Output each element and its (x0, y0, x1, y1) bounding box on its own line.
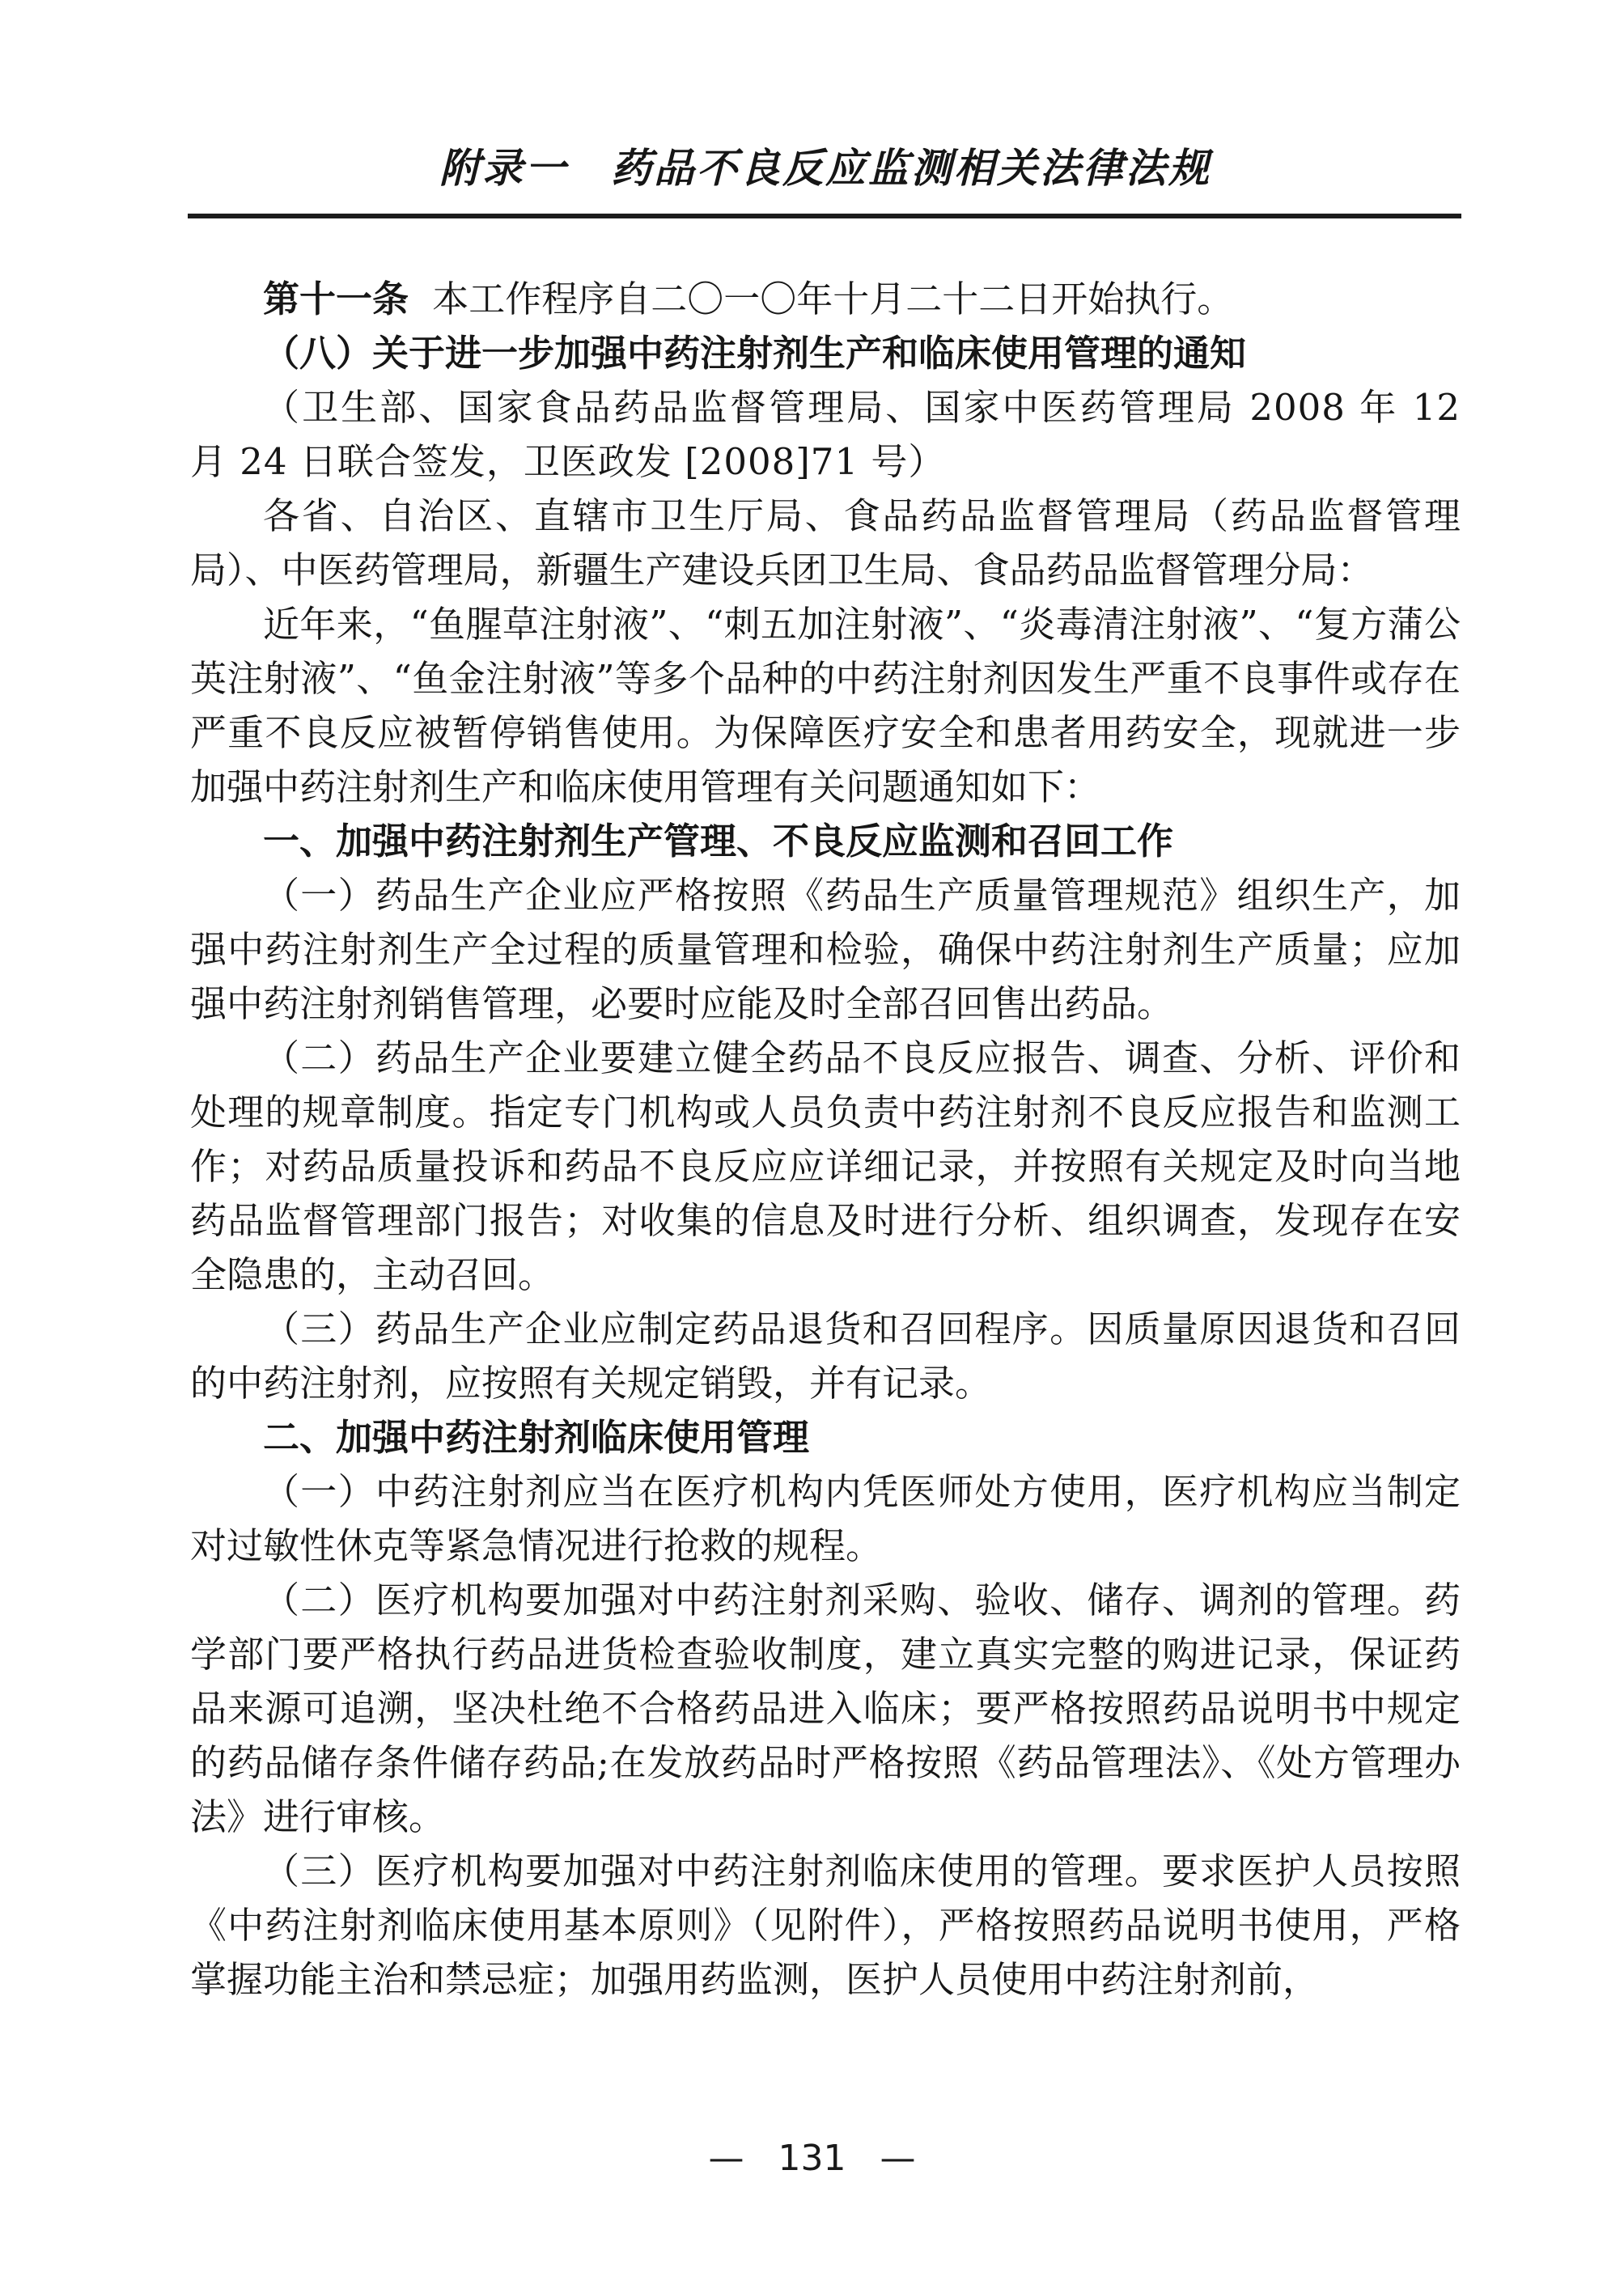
issuer-signing-note: （卫生部、国家食品药品监督管理局、国家中医药管理局 2008 年 12 月 24 日联合签发，卫医政发 [2008]71 号） (190, 386, 1461, 483)
footer-right-dash: — (880, 2138, 916, 2179)
salutation-paragraph: 各省、自治区、直辖市卫生厅局、食品药品监督管理局（药品监督管理局）、中医药管理局，新疆生产建设兵团卫生局、食品药品监督管理分局： (190, 494, 1461, 591)
page-number: 131 (778, 2138, 846, 2179)
running-head-title: 附录一 药品不良反应监测相关法律法规 (439, 145, 1211, 192)
footer-left-dash: — (708, 2138, 744, 2179)
document-body (190, 272, 1461, 2007)
section-two-item-2: （二）医疗机构要加强对中药注射剂采购、验收、储存、调剂的管理。药学部门要严格执行药品进货检查验收制度，建立真实完整的购进记录，保证药品来源可追溯，坚决杜绝不合格药品进入临床；要严格按照药品说明书中规定的药品储存条件储存药品;在发放药品时严格按照《药品管理法》、《处方管理办法》进行审核。 (190, 1579, 1461, 1838)
section-two-item-1: （一）中药注射剂应当在医疗机构内凭医师处方使用，医疗机构应当制定对过敏性休克等紧急情况进行抢救的规程。 (190, 1470, 1461, 1567)
page-footer (0, 2138, 1624, 2179)
section-one-heading: 一、加强中药注射剂生产管理、不良反应监测和召回工作 (263, 820, 1174, 863)
section-one-item-3: （三）药品生产企业应制定药品退货和召回程序。因质量原因退货和召回的中药注射剂，应按照有关规定销毁，并有记录。 (190, 1308, 1461, 1405)
notice-title-heading: （八）关于进一步加强中药注射剂生产和临床使用管理的通知 (263, 332, 1247, 375)
section-one-item-2: （二）药品生产企业要建立健全药品不良反应报告、调查、分析、评价和处理的规章制度。指定专门机构或人员负责中药注射剂不良反应报告和监测工作；对药品质量投诉和药品不良反应应详细记录，并按照有关规定及时向当地药品监督管理部门报告；对收集的信息及时进行分析、组织调查，发现存在安全隐患的，主动召回。 (190, 1036, 1461, 1296)
section-two-heading: 二、加强中药注射剂临床使用管理 (263, 1416, 810, 1459)
clause-text: 本工作程序自二〇一〇年十月二十二日开始执行。 (432, 278, 1234, 320)
clause-paragraph (190, 272, 1461, 326)
preamble-paragraph: 近年来，“鱼腥草注射液”、“刺五加注射液”、“炎毒清注射液”、“复方蒲公英注射液”、“鱼金注射液”等多个品种的中药注射剂因发生严重不良事件或存在严重不良反应被暂停销售使用。为保障医疗安全和患者用药安全，现就进一步加强中药注射剂生产和临床使用管理有关问题通知如下： (190, 603, 1461, 808)
clause-number-label: 第十一条 (263, 278, 409, 320)
header-divider-rule (188, 214, 1461, 218)
section-two-item-3: （三）医疗机构要加强对中药注射剂临床使用的管理。要求医护人员按照《中药注射剂临床使用基本原则》（见附件），严格按照药品说明书使用，严格掌握功能主治和禁忌症；加强用药监测，医护人员使用中药注射剂前， (190, 1850, 1461, 2001)
section-one-item-1: （一）药品生产企业应严格按照《药品生产质量管理规范》组织生产，加强中药注射剂生产全过程的质量管理和检验，确保中药注射剂生产质量；应加强中药注射剂销售管理，必要时应能及时全部召回售出药品。 (190, 874, 1461, 1025)
